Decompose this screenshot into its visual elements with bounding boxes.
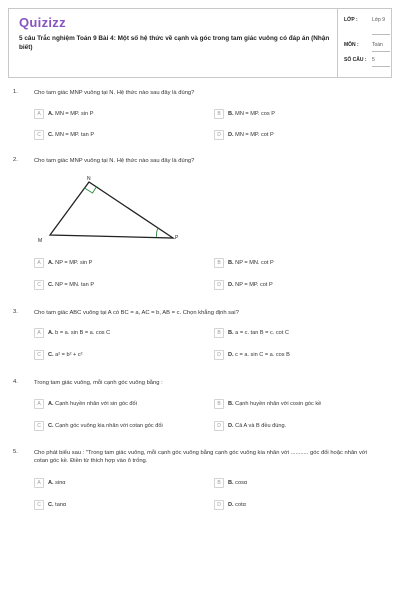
option-box: B [214, 399, 224, 409]
option-letter: D. [228, 501, 234, 508]
option-letter: B. [228, 259, 234, 266]
option-box: A [34, 258, 44, 268]
option-box: A [34, 328, 44, 338]
q5-option-d[interactable] [214, 500, 364, 512]
option-letter: B. [228, 479, 234, 486]
question-number: 3. [13, 309, 18, 315]
option-box: C [34, 130, 44, 140]
worksheet-header [8, 8, 392, 78]
count-label: SỐ CÂU : [344, 57, 367, 63]
option-box: C [34, 280, 44, 290]
option-text: MN = MP. cos P [235, 110, 275, 117]
option-text: MN = MP. cot P [235, 131, 274, 138]
option-letter: B. [228, 110, 234, 117]
angle-p-arc [156, 228, 158, 237]
option-letter: A. [48, 479, 54, 486]
option-text: sinα [55, 479, 66, 486]
question-text: Cho tam giác ABC vuông tại A có BC = a, AC = b, AB = c. Chọn khẳng định sai? [34, 310, 239, 316]
q5-option-b[interactable] [214, 478, 364, 490]
option-letter: A. [48, 329, 54, 336]
option-box: C [34, 350, 44, 360]
q2-option-c[interactable] [34, 280, 184, 292]
question-number: 4. [13, 379, 18, 385]
option-letter: C. [48, 281, 54, 288]
class-label: LỚP : [344, 17, 358, 23]
option-text: NP = MN. cot P [235, 259, 274, 266]
option-letter: A. [48, 400, 54, 407]
option-box: A [34, 399, 44, 409]
q5-option-c[interactable] [34, 500, 184, 512]
option-text: b = a. sin B = a. cos C [55, 329, 111, 336]
class-underline [372, 34, 390, 35]
option-text: Cạnh huyền nhân với cosin góc kề [235, 400, 322, 407]
option-text: MN = MP. tan P [55, 131, 95, 138]
option-box: C [34, 421, 44, 431]
q3-option-c[interactable] [34, 350, 184, 362]
option-text: Cạnh huyền nhân với sin góc đối [55, 400, 137, 407]
option-box: B [214, 258, 224, 268]
q3-option-b[interactable] [214, 328, 364, 340]
triangle-outline [50, 182, 173, 238]
option-text: Cạnh góc vuông kia nhân với cotan góc đối [55, 422, 163, 429]
quizizz-logo: Quizizz [19, 15, 66, 30]
q3-option-d[interactable] [214, 350, 364, 362]
option-text: MN = MP. sin P [55, 110, 94, 117]
q1-option-b[interactable] [214, 109, 364, 121]
vertex-label-p: P [175, 235, 179, 241]
option-text: cotα [235, 501, 246, 508]
q4-option-b[interactable] [214, 399, 364, 411]
option-letter: D. [228, 422, 234, 429]
option-letter: A. [48, 259, 54, 266]
vertex-label-m: M [38, 238, 43, 244]
triangle-mnp-figure [34, 175, 194, 247]
option-letter: D. [228, 281, 234, 288]
option-text: c = a. sin C = a. cos B [235, 351, 290, 358]
question-text: Cho tam giác MNP vuông tại N. Hệ thức nào sau đây là đúng? [34, 158, 195, 164]
count-underline [372, 66, 390, 67]
q1-option-a[interactable] [34, 109, 184, 121]
option-text: cosα [235, 479, 248, 486]
subject-label: MÔN : [344, 42, 359, 48]
right-angle-marker [85, 186, 98, 193]
option-letter: B. [228, 329, 234, 336]
option-letter: D. [228, 131, 234, 138]
option-box: B [214, 109, 224, 119]
option-box: B [214, 328, 224, 338]
option-box: D [214, 350, 224, 360]
option-text: tanα [55, 501, 67, 508]
option-text: NP = MP. sin P [55, 259, 93, 266]
question-text: Cho tam giác MNP vuông tại N. Hệ thức nào sau đây là đúng? [34, 90, 195, 96]
option-text: a² = b² + c² [55, 351, 83, 358]
q1-option-c[interactable] [34, 130, 184, 142]
option-letter: D. [228, 351, 234, 358]
q2-option-d[interactable] [214, 280, 364, 292]
q4-option-d[interactable] [214, 421, 364, 433]
q4-option-c[interactable] [34, 421, 184, 433]
class-value: Lớp 9 [372, 17, 386, 23]
worksheet-title: 5 câu Trắc nghiệm Toán 9 Bài 4: Một số hệ thức về cạnh và góc trong tam giác vuông có đáp án (Nhận biết) [19, 35, 330, 51]
option-box: B [214, 478, 224, 488]
q5-option-a[interactable] [34, 478, 184, 490]
subject-value: Toán [372, 42, 383, 48]
option-box: D [214, 500, 224, 510]
option-letter: A. [48, 110, 54, 117]
option-text: NP = MP. cot P [235, 281, 273, 288]
q1-option-d[interactable] [214, 130, 364, 142]
question-number: 1. [13, 89, 18, 95]
q2-option-b[interactable] [214, 258, 364, 270]
option-text: NP = MN. tan P [55, 281, 95, 288]
vertex-label-n: N [87, 176, 91, 182]
option-box: D [214, 280, 224, 290]
option-letter: C. [48, 351, 54, 358]
option-box: D [214, 421, 224, 431]
option-text: a = c. tan B = c. cot C [235, 329, 289, 336]
question-text: Trong tam giác vuông, mỗi cạnh góc vuông bằng : [34, 380, 163, 386]
question-number: 5. [13, 449, 18, 455]
q3-option-a[interactable] [34, 328, 184, 340]
option-letter: C. [48, 131, 54, 138]
triangle-svg [34, 175, 194, 247]
question-text: Cho phát biểu sau : "Trong tam giác vuông, mỗi cạnh góc vuông bằng cạnh góc vuông kia nhân với ........... góc đối hoặc nhân với cotan góc kề. Điền từ thích hợp vào ô trống. [34, 450, 367, 464]
option-letter: B. [228, 400, 234, 407]
option-box: D [214, 130, 224, 140]
option-box: A [34, 478, 44, 488]
subject-underline [372, 51, 390, 52]
option-box: A [34, 109, 44, 119]
count-value: 5 [372, 57, 375, 63]
option-text: Cả A và B đều đúng. [235, 422, 287, 429]
option-box: C [34, 500, 44, 510]
question-number: 2. [13, 157, 18, 163]
q4-option-a[interactable] [34, 399, 184, 411]
option-letter: C. [48, 501, 54, 508]
option-letter: C. [48, 422, 54, 429]
q2-option-a[interactable] [34, 258, 184, 270]
header-divider [337, 9, 338, 77]
